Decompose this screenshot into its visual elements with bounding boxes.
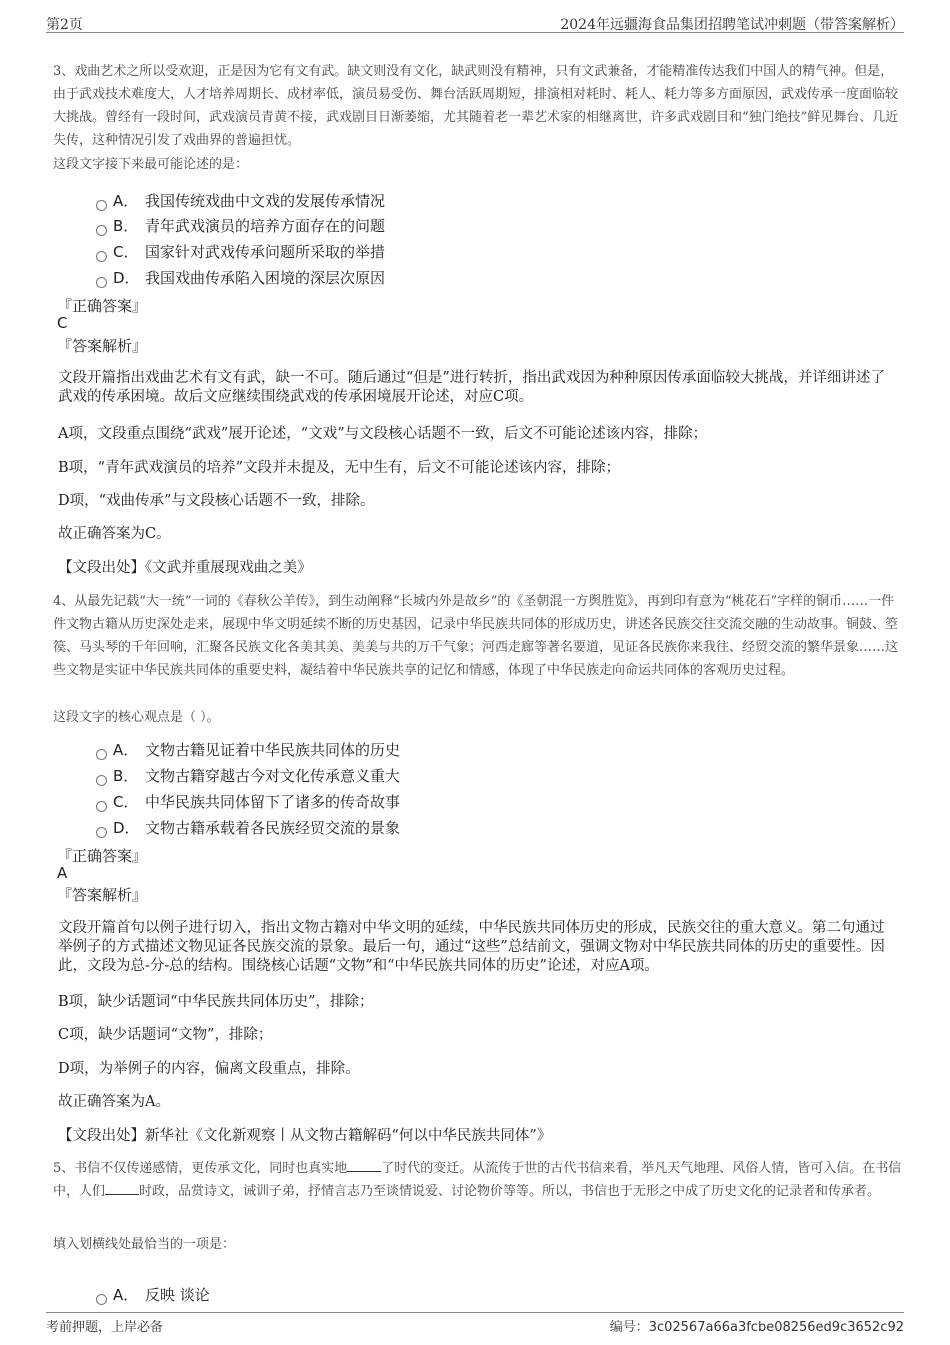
correct-answer: A: [57, 864, 68, 882]
question-5-stem: 5、书信不仅传递感情，更传承文化，同时也真实地 了时代的变迁。从流传于世的古代书信来看，举凡天气地理、风俗人情，皆可入信。在书信中，人们 时政，品赏诗文，诫训子弟，抒情言志乃至谈情说爱、讨论物价等等。所以，书信也于无形之中成了历史文化的记录者和传承者。: [53, 1157, 903, 1203]
analysis-line: B项，缺少话题词“中华民族共同体历史”，排除；: [58, 994, 374, 1010]
question-3-option-b[interactable]: B． 青年武戏演员的培养方面存在的问题: [96, 215, 385, 236]
correct-answer-label: 『正确答案』: [57, 847, 148, 865]
page-footer: [46, 1312, 904, 1333]
radio-icon[interactable]: [96, 251, 107, 262]
document-id: 编号：3c02567a66a3fcbe08256ed9c3652c92: [609, 1320, 904, 1335]
analysis-text: 文段开篇指出戏曲艺术有文有武，缺一不可。随后通过“但是”进行转折，指出武戏因为种种原因传承面临较大挑战，并详细讲述了武戏的传承困境。故后文应继续围绕武戏的传承困境展开论述，对应C项。: [58, 370, 885, 405]
question-5-prompt: 填入划横线处最恰当的一项是：: [53, 1237, 236, 1252]
analysis-label: 『答案解析』: [57, 337, 148, 355]
radio-icon[interactable]: [96, 277, 107, 288]
question-4-stem: 4、从最先记载“大一统”一词的《春秋公羊传》，到生动阐释“长城内外是故乡”的《圣朝混一方舆胜览》，再到印有意为“桃花石”字样的铜币……一件件文物古籍从历史深处走来，展现中华文明延续不断的历史基因，记录中华民族共同体的形成历史，讲述各民族交往交流交融的生动故事。铜鼓、箜篌、马头琴的千年回响，汇聚各民族文化各美其美、美美与共的万千气象；河西走廊等著名要道，见证各民族你来我往、经贸交流的繁华景象……这些文物是实证中华民族共同体的重要史料，凝结着中华民族共享的记忆和情感，体现了中华民族走向命运共同体的客观历史过程。: [53, 594, 899, 678]
question-4-prompt: 这段文字的核心观点是（ ）。: [53, 710, 220, 725]
question-3-prompt: 这段文字接下来最可能论述的是：: [53, 157, 249, 172]
correct-answer-label: 『正确答案』: [57, 297, 148, 315]
radio-icon[interactable]: [96, 200, 107, 211]
source-line: 【文段出处】新华社《文化新观察丨从文物古籍解码“何以中华民族共同体”》: [58, 1128, 552, 1144]
radio-icon[interactable]: [96, 801, 107, 812]
analysis-text: 文段开篇首句以例子进行切入，指出文物古籍对中华文明的延续，中华民族共同体历史的形成，民族交往的重大意义。第二句通过举例子的方式描述文物见证各民族交流的景象。最后一句，通过“这些”总结前文，强调文物对中华民族共同体的历史的重要性。因此，文段为总-分-总的结构。围绕核心话题“文物”和“中华民族共同体的历史”论述，对应A项。: [58, 920, 885, 974]
radio-icon[interactable]: [96, 1294, 107, 1305]
question-4-option-a[interactable]: A． 文物古籍见证着中华民族共同体的历史: [96, 739, 400, 760]
question-3-stem: 3、戏曲艺术之所以受欢迎，正是因为它有文有武。缺文则没有文化，缺武则没有精神，只有文武兼备，才能精准传达我们中国人的精气神。但是，由于武戏技术难度大，人才培养周期长、成材率低，演员易受伤、舞台活跃周期短，排演相对耗时、耗人、耗力等多方面原因，武戏传承一度面临较大挑战。曾经有一段时间，武戏演员青黄不接，武戏剧目日渐萎缩，尤其随着老一辈艺术家的相继离世，许多武戏剧目和“独门绝技”鲜见舞台、几近失传，这种情况引发了戏曲界的普遍担忧。: [53, 64, 899, 148]
question-3-option-a[interactable]: A． 我国传统戏曲中文戏的发展传承情况: [96, 190, 385, 211]
radio-icon[interactable]: [96, 749, 107, 760]
radio-icon[interactable]: [96, 225, 107, 236]
question-5-option-a[interactable]: A． 反映 谈论: [96, 1284, 210, 1305]
correct-answer: C: [57, 314, 68, 332]
question-4-option-c[interactable]: C． 中华民族共同体留下了诸多的传奇故事: [96, 791, 400, 812]
analysis-line: C项，缺少话题词“文物”，排除；: [58, 1027, 273, 1043]
analysis-line: D项，“戏曲传承”与文段核心话题不一致，排除。: [58, 493, 375, 509]
fill-blank[interactable]: [347, 1158, 381, 1172]
analysis-line: 故正确答案为C。: [58, 526, 171, 542]
question-4-option-b[interactable]: B． 文物古籍穿越古今对文化传承意义重大: [96, 765, 400, 786]
question-4-option-d[interactable]: D． 文物古籍承载着各民族经贸交流的景象: [96, 817, 400, 838]
fill-blank[interactable]: [105, 1181, 139, 1195]
document-title: 2024年远疆海食品集团招聘笔试冲刺题（带答案解析）: [560, 17, 904, 33]
radio-icon[interactable]: [96, 827, 107, 838]
analysis-line: 故正确答案为A。: [58, 1094, 170, 1110]
question-3-option-c[interactable]: C． 国家针对武戏传承问题所采取的举措: [96, 241, 385, 262]
radio-icon[interactable]: [96, 775, 107, 786]
question-3-option-d[interactable]: D． 我国戏曲传承陷入困境的深层次原因: [96, 267, 385, 288]
analysis-line: D项，为举例子的内容，偏离文段重点，排除。: [58, 1061, 360, 1077]
page-header: [46, 12, 904, 33]
analysis-line: B项，“青年武戏演员的培养”文段并未提及，无中生有，后文不可能论述该内容，排除；: [58, 460, 620, 476]
analysis-line: A项，文段重点围绕“武戏”展开论述，“文戏”与文段核心话题不一致，后文不可能论述该内容，排除；: [58, 426, 708, 442]
footer-slogan: 考前押题，上岸必备: [46, 1320, 164, 1335]
page-number: 第2页: [46, 17, 83, 33]
source-line: 【文段出处】《文武并重展现戏曲之美》: [58, 560, 312, 576]
analysis-label: 『答案解析』: [57, 886, 148, 904]
